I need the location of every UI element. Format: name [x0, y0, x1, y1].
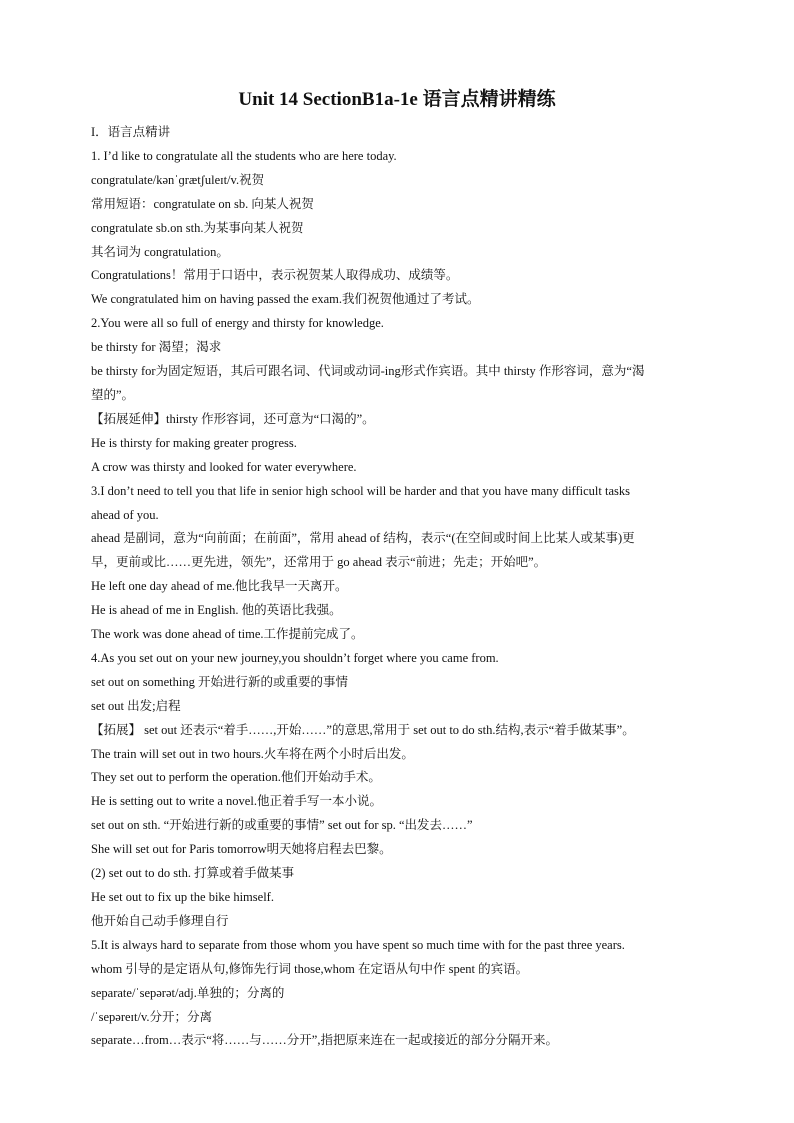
text-line: 3.I don’t need to tell you that life in senior high school will be harder and that you have many difficult tasks [91, 483, 631, 498]
text-line: 他开始自己动手修理自行 [91, 913, 229, 928]
text-line: The train will set out in two hours.火车将在两个小时后出发。 [91, 746, 414, 761]
text-line: separate…from…表示“将……与……分开”,指把原来连在一起或接近的部分分隔开来。 [91, 1033, 558, 1048]
text-line: A crow was thirsty and looked for water everywhere. [91, 459, 357, 474]
text-line: set out on sth. “开始进行新的或重要的事情” set out for sp. “出发去……” [91, 818, 473, 833]
text-line: separate/ˈsepərət/adj.单独的；分离的 [91, 985, 285, 1000]
text-line: whom 引导的是定语从句,修饰先行词 those,whom 在定语从句中作 spent 的宾语。 [91, 961, 529, 976]
text-line: 其名词为 congratulation。 [91, 244, 229, 259]
text-line: congratulate/kənˈɡrætʃuleɪt/v.祝贺 [91, 172, 265, 187]
text-line: He is thirsty for making greater progress. [91, 435, 297, 450]
text-line: He is setting out to write a novel.他正着手写一本小说。 [91, 794, 382, 809]
text-line: 望的”。 [91, 387, 135, 402]
text-line: (2) set out to do sth. 打算或着手做某事 [91, 866, 295, 881]
text-line: Congratulations！常用于口语中，表示祝贺某人取得成功、成绩等。 [91, 268, 459, 283]
text-line: They set out to perform the operation.他们开始动手术。 [91, 770, 381, 785]
text-line: set out on something 开始进行新的或重要的事情 [91, 674, 348, 689]
text-line: The work was done ahead of time.工作提前完成了。 [91, 627, 364, 642]
text-line: We congratulated him on having passed the exam.我们祝贺他通过了考试。 [91, 292, 480, 307]
text-line: ahead 是副词，意为“向前面；在前面”，常用 ahead of 结构，表示“(在空间或时间上比某人或某事)更 [91, 531, 635, 546]
text-line: congratulate sb.on sth.为某事向某人祝贺 [91, 220, 304, 235]
text-line: /ˈsepəreɪt/v.分开；分离 [91, 1009, 213, 1024]
text-line: ahead of you. [91, 507, 159, 522]
text-line: He is ahead of me in English. 他的英语比我强。 [91, 603, 342, 618]
text-line: be thirsty for 渴望；渴求 [91, 340, 222, 355]
page-title: Unit 14 SectionB1a-1e 语言点精讲精练 [238, 89, 556, 110]
text-line: 【拓展】 set out 还表示“着手……,开始……”的意思,常用于 set out to do sth.结构,表示“着手做某事”。 [91, 722, 635, 737]
text-line: 1. I’d like to congratulate all the students who are here today. [91, 148, 397, 163]
text-line: 5.It is always hard to separate from those whom you have spent so much time with for the past three years. [91, 937, 625, 952]
text-line: 常用短语：congratulate on sb. 向某人祝贺 [91, 196, 314, 211]
text-line: 4.As you set out on your new journey,you shouldn’t forget where you came from. [91, 650, 499, 665]
text-line: set out 出发;启程 [91, 698, 181, 713]
document-body [91, 121, 705, 1053]
text-line: 【拓展延伸】thirsty 作形容词，还可意为“口渴的”。 [91, 411, 375, 426]
text-line: I．语言点精讲 [91, 125, 171, 139]
text-line: He set out to fix up the bike himself. [91, 890, 274, 904]
text-line: He left one day ahead of me.他比我早一天离开。 [91, 579, 348, 594]
text-line: be thirsty for为固定短语，其后可跟名词、代词或动词-ing形式作宾语。其中 thirsty 作形容词，意为“渴 [91, 364, 645, 379]
text-line: 2.You were all so full of energy and thirsty for knowledge. [91, 316, 384, 331]
text-line: 早，更前或比……更先进，领先”，还常用于 go ahead 表示“前进；先走；开始吧”。 [91, 555, 547, 570]
text-line: She will set out for Paris tomorrow明天她将启程去巴黎。 [91, 842, 392, 857]
